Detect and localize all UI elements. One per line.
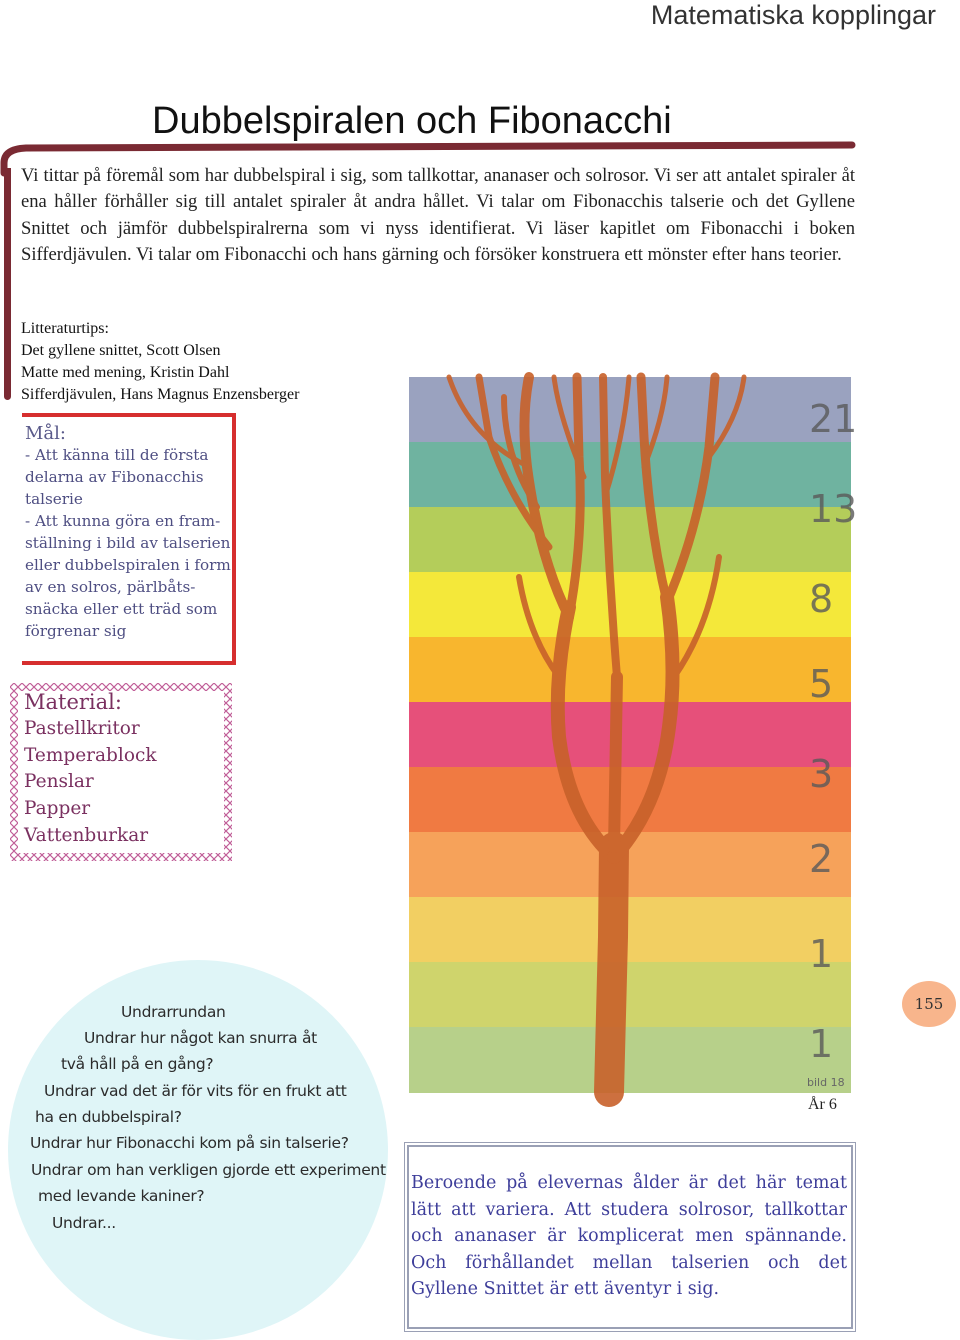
tree-painting <box>409 377 858 1092</box>
painting-number: 13 <box>809 487 858 531</box>
wonder-line: Undrar hur Fibonacchi kom på sin talserie? <box>30 1134 349 1152</box>
material-item: Temperablock <box>24 744 157 766</box>
painting-band <box>409 1027 851 1093</box>
goal-line: talserie <box>25 490 83 508</box>
painting-band <box>409 637 851 703</box>
literature-item: Sifferdjävulen, Hans Magnus Enzensberger <box>21 386 300 403</box>
wonder-line: Undrar vad det är för vits för en frukt att <box>44 1082 347 1100</box>
section-header: Matematiska kopplingar <box>650 0 936 30</box>
painting-caption: År 6 <box>808 1096 837 1113</box>
painting-band <box>409 962 851 1028</box>
goal-line: ställning i bild av talserien <box>25 534 231 552</box>
painting-band <box>409 442 851 508</box>
literature-heading: Litteraturtips: <box>21 320 109 337</box>
wonder-line: två håll på en gång? <box>61 1055 214 1073</box>
material-heading: Material: <box>24 690 122 714</box>
painting-number: 2 <box>809 837 834 881</box>
painting-number: 21 <box>809 397 858 441</box>
goals-box <box>22 413 236 665</box>
painting-number: 1 <box>809 1022 834 1066</box>
material-item: Papper <box>24 798 91 820</box>
wonder-line: Undrar hur något kan snurra åt <box>84 1029 317 1047</box>
goal-line: snäcka eller ett träd som <box>25 600 218 618</box>
goal-line: av en solros, pärlbåts- <box>25 578 196 596</box>
painting-number: 5 <box>809 662 834 706</box>
painting-band <box>409 507 851 573</box>
goals-heading: Mål: <box>25 423 66 444</box>
painting-number: 1 <box>809 932 834 976</box>
painting-band <box>409 572 851 638</box>
material-item: Vattenburkar <box>24 824 149 846</box>
material-list <box>24 688 157 850</box>
painting-band <box>409 767 851 833</box>
wonder-line: ha en dubbelspiral? <box>35 1108 182 1126</box>
goal-line: delarna av Fibonacchis <box>25 468 204 486</box>
wonder-line: Undrar om han verkligen gjorde ett experiment <box>31 1161 386 1179</box>
wonder-line: med levande kaniner? <box>38 1187 205 1205</box>
page-title: Dubbelspiralen och Fibonacchi <box>152 100 672 142</box>
painting-band <box>409 897 851 963</box>
material-item: Penslar <box>24 771 94 793</box>
painting-number: 8 <box>809 577 834 621</box>
literature-tips <box>21 318 391 406</box>
left-margin-bar <box>4 168 11 400</box>
goal-line: eller dubbelspiralen i form <box>25 556 231 574</box>
painting-number: 3 <box>809 752 834 796</box>
wonder-line: Undrarrundan <box>121 1003 226 1021</box>
page-number-badge: 155 <box>902 981 956 1027</box>
goal-line: förgrenar sig <box>25 622 127 640</box>
literature-item: Det gyllene snittet, Scott Olsen <box>21 342 221 359</box>
goal-line: - Att kunna göra en fram- <box>25 512 221 530</box>
painting-band <box>409 702 851 768</box>
note-text: Beroende på elevernas ålder är det här temat lätt att variera. Att studera solrosor, tallkottar och ananaser är komplicerat men spännande. Och förhållandet mellan talserien och det Gyllene Snittet är ett äventyr i sig. <box>411 1173 847 1299</box>
goal-line: - Att känna till de första <box>25 446 209 464</box>
intro-paragraph: Vi tittar på föremål som har dubbelspiral i sig, som tallkottar, ananaser och solrosor. Vi ser att antalet spiraler åt ena håller förhåller sig till antalet spiraler åt andra hållet. Vi talar om Fibonacchis talserie och det Gyllene Snittet och jämför dubbelspiralrerna som vi nyss identifierat. Vi läser kapitlet om Fibonacchi i boken Sifferdjävulen. Vi talar om Fibonacchi och hans gärning och försöker konstruera ett mönster efter hans teorier. <box>21 165 855 266</box>
material-item: Pastellkritor <box>24 718 140 739</box>
painting-signature: bild 18 <box>807 1076 845 1089</box>
wonder-line: Undrar... <box>52 1214 116 1232</box>
literature-item: Matte med mening, Kristin Dahl <box>21 364 230 381</box>
